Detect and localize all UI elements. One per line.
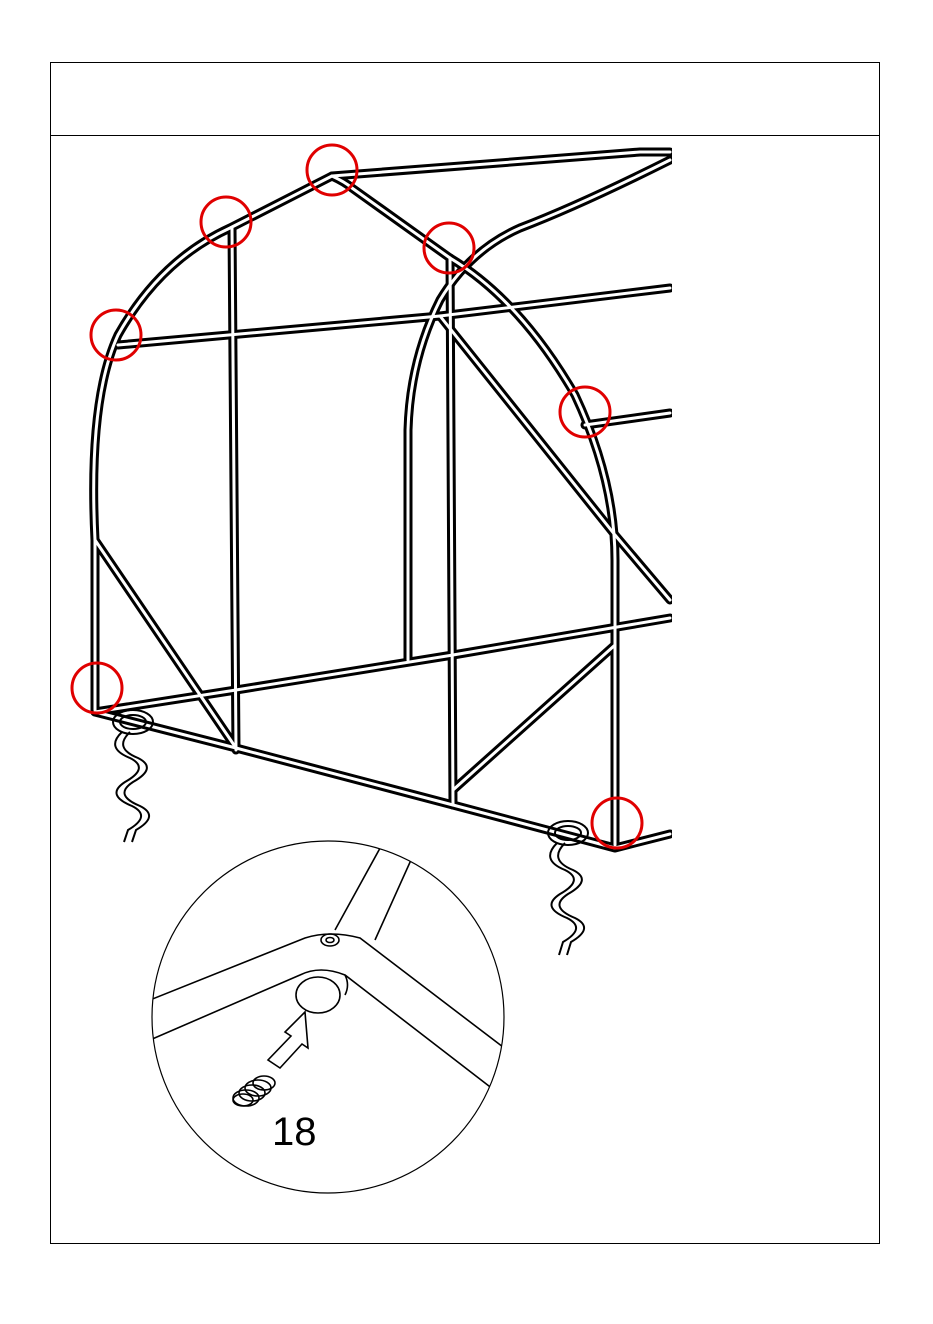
part-number-label: 18	[272, 1110, 317, 1154]
frame-tubes	[94, 140, 872, 880]
ground-anchor-left	[113, 710, 153, 842]
callout-circles	[72, 145, 642, 848]
detail-zoom-circle	[150, 830, 520, 1193]
callout-circle	[307, 145, 357, 195]
ground-anchor-right	[548, 821, 588, 955]
